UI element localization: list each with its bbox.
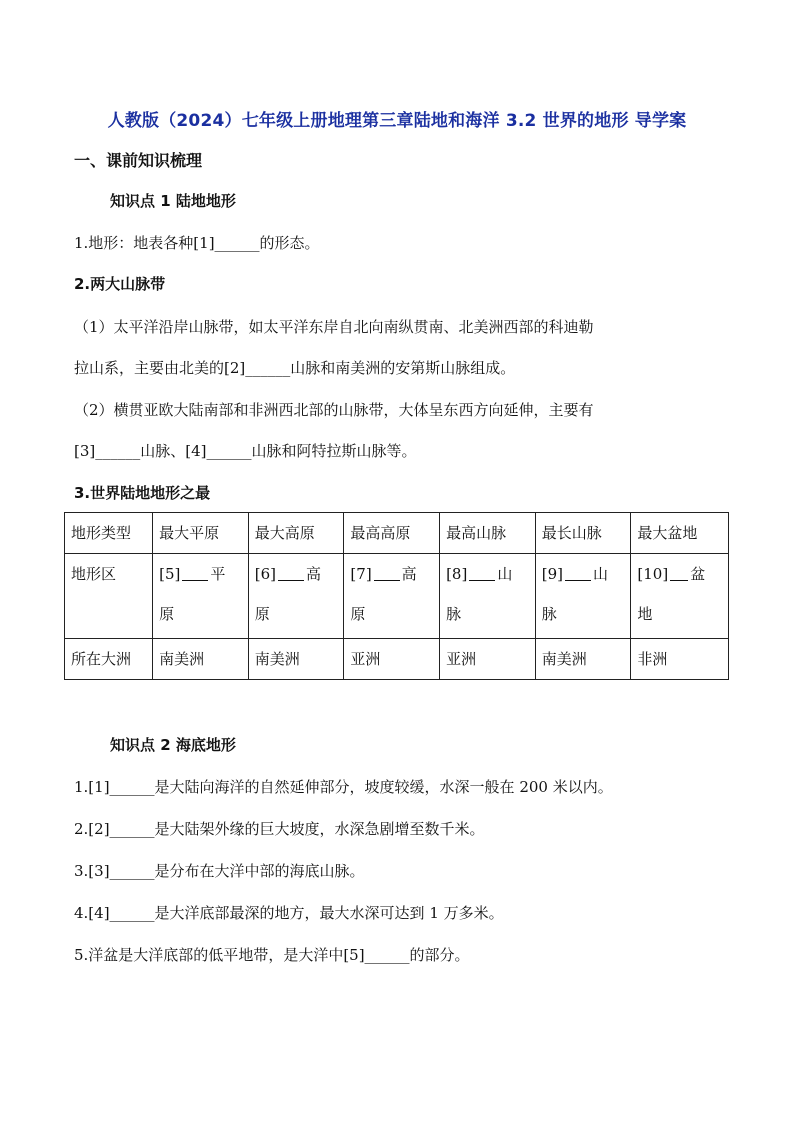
kp1-line-1: 1.地形：地表各种[1]______的形态。 xyxy=(74,234,320,252)
kp1-line-7: 3.世界陆地地形之最 xyxy=(74,484,211,502)
kp1-line-2: 2.两大山脉带 xyxy=(74,275,166,293)
knowledge-point-1-heading: 知识点 1 陆地地形 xyxy=(110,192,236,210)
cell-text: 脉 xyxy=(446,605,462,623)
kp1-line-5: （2）横贯亚欧大陆南部和非洲西北部的山脉带，大体呈东西方向延伸，主要有 xyxy=(74,401,594,419)
cell-text: 平 xyxy=(210,565,226,583)
cell-text: 盆 xyxy=(690,565,706,583)
table-row xyxy=(65,639,729,680)
blank-number: [8] xyxy=(446,565,468,583)
table-cell xyxy=(153,554,249,639)
fill-blank xyxy=(469,565,495,581)
blank-number: [9] xyxy=(541,565,563,583)
table-row xyxy=(65,554,729,639)
kp1-line-4: 拉山系，主要由北美的[2]______山脉和南美洲的安第斯山脉组成。 xyxy=(74,359,516,377)
table-cell xyxy=(631,554,729,639)
blank-number: [5] xyxy=(159,565,181,583)
fill-blank xyxy=(374,565,400,581)
cell-text: 山 xyxy=(592,565,608,583)
landform-table xyxy=(64,512,729,680)
cell-text: 高 xyxy=(401,565,417,583)
blank-number: [10] xyxy=(637,565,669,583)
blank-number: [6] xyxy=(254,565,277,583)
cell-text: 原 xyxy=(350,605,366,623)
table-header-cell: 最大高原 xyxy=(248,513,344,554)
table-cell xyxy=(248,554,344,639)
knowledge-point-2-heading: 知识点 2 海底地形 xyxy=(110,736,236,754)
kp1-line-6: [3]______山脉、[4]______山脉和阿特拉斯山脉等。 xyxy=(74,442,417,460)
table-header-cell: 最高高原 xyxy=(344,513,440,554)
table-header-cell: 最长山脉 xyxy=(535,513,631,554)
blank-number: [7] xyxy=(350,565,372,583)
kp2-line-5: 5.洋盆是大洋底部的低平地带，是大洋中[5]______的部分。 xyxy=(74,946,470,964)
cell-text: 原 xyxy=(159,605,175,623)
table-header-cell: 最大盆地 xyxy=(631,513,729,554)
section-heading: 一、课前知识梳理 xyxy=(74,151,203,170)
kp2-line-2: 2.[2]______是大陆架外缘的巨大坡度，水深急剧增至数千米。 xyxy=(74,820,485,838)
table-row-label: 地形区 xyxy=(65,554,153,639)
table-row-label: 所在大洲 xyxy=(65,639,153,680)
cell-text: 地 xyxy=(637,605,653,623)
kp1-line-3: （1）太平洋沿岸山脉带，如太平洋东岸自北向南纵贯南、北美洲西部的科迪勒 xyxy=(74,318,594,336)
fill-blank xyxy=(278,565,304,581)
kp2-line-4: 4.[4]______是大洋底部最深的地方，最大水深可达到 1 万多米。 xyxy=(74,904,504,922)
cell-text: 高 xyxy=(306,565,322,583)
fill-blank xyxy=(565,565,591,581)
table-cell: 亚洲 xyxy=(344,639,440,680)
table-cell: 南美洲 xyxy=(535,639,631,680)
table-cell xyxy=(535,554,631,639)
table-cell xyxy=(344,554,440,639)
kp2-line-1: 1.[1]______是大陆向海洋的自然延伸部分，坡度较缓，水深一般在 200 米以内。 xyxy=(74,778,613,796)
table-header-cell: 地形类型 xyxy=(65,513,153,554)
page-title: 人教版（2024）七年级上册地理第三章陆地和海洋 3.2 世界的地形 导学案 xyxy=(107,111,687,131)
table-cell: 亚洲 xyxy=(440,639,536,680)
table-cell: 南美洲 xyxy=(248,639,344,680)
fill-blank xyxy=(182,565,208,581)
table-cell: 非洲 xyxy=(631,639,729,680)
table-header-cell: 最高山脉 xyxy=(440,513,536,554)
table-cell: 南美洲 xyxy=(153,639,249,680)
fill-blank xyxy=(670,565,688,581)
cell-text: 山 xyxy=(497,565,513,583)
kp2-line-3: 3.[3]______是分布在大洋中部的海底山脉。 xyxy=(74,862,365,880)
cell-text: 脉 xyxy=(541,605,557,623)
cell-text: 原 xyxy=(254,605,270,623)
table-header-row xyxy=(65,513,729,554)
table-header-cell: 最大平原 xyxy=(153,513,249,554)
table-cell xyxy=(440,554,536,639)
